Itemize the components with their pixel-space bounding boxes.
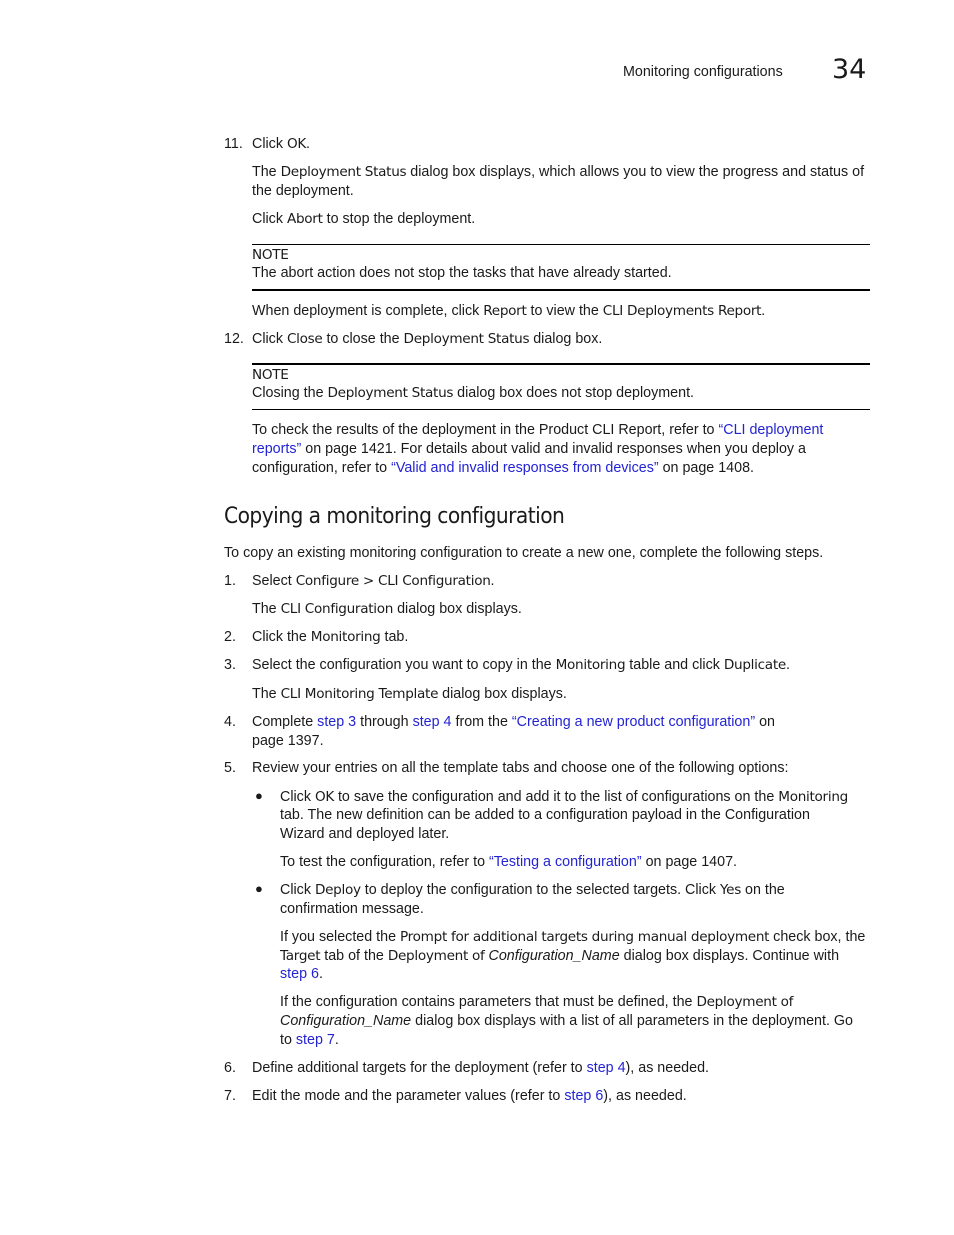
bullet-paragraph-continued: Target tab of the Deployment of Configuration_Name dialog box displays. Continue with — [280, 948, 840, 964]
xref-link[interactable]: “Testing a configuration” — [489, 854, 642, 870]
bullet-paragraph-continued: to step 7. — [280, 1032, 339, 1048]
bullet-paragraph: If you selected the Prompt for additional targets during manual deployment check box, the — [280, 929, 866, 945]
bullet-text-continued: confirmation message. — [280, 901, 424, 917]
xref-link[interactable]: “Valid and invalid responses from devices” — [391, 460, 659, 476]
bullet-text-continued: Wizard and deployed later. — [280, 826, 450, 842]
bullet-icon: ● — [255, 788, 263, 803]
step-number: 11. — [224, 136, 243, 152]
bullet-text-continued: tab. The new definition can be added to a configuration payload in the Configuration — [280, 807, 810, 823]
xref-link[interactable]: “Creating a new product configuration” — [511, 714, 756, 730]
paragraph: The Deployment Status dialog box displays, which allows you to view the progress and status of — [252, 164, 865, 180]
step-text: Select the configuration you want to copy in the Monitoring table and click Duplicate. — [252, 657, 790, 673]
section-heading: Copying a monitoring configuration — [224, 504, 565, 529]
step-number: 12. — [224, 331, 244, 347]
step-number: 5. — [224, 760, 236, 776]
note-title: NOTE — [252, 367, 289, 383]
bullet-paragraph: To test the configuration, refer to “Testing a configuration” on page 1407. — [280, 854, 738, 870]
xref-link[interactable]: step 6 — [280, 966, 319, 982]
paragraph-continued: the deployment. — [252, 183, 354, 199]
step-text: Define additional targets for the deployment (refer to step 4), as needed. — [252, 1060, 709, 1076]
paragraph: To check the results of the deployment in the Product CLI Report, refer to “CLI deployment — [252, 422, 824, 438]
chapter-number: 34 — [832, 54, 867, 85]
note-bottom-rule — [252, 409, 870, 410]
paragraph-continued: configuration, refer to “Valid and invalid responses from devices” on page 1408. — [252, 460, 755, 476]
xref-link[interactable]: step 7 — [295, 1032, 335, 1048]
xref-link[interactable]: step 4 — [586, 1060, 626, 1076]
xref-link[interactable]: step 4 — [412, 714, 452, 730]
step-text-continued: page 1397. — [252, 733, 324, 749]
step-number: 3. — [224, 657, 236, 673]
note-bottom-rule — [252, 289, 870, 291]
step-text: Click OK. — [252, 136, 310, 152]
step-number: 7. — [224, 1088, 236, 1104]
bullet-paragraph: If the configuration contains parameters that must be defined, the Deployment of — [280, 994, 794, 1010]
step-text: Edit the mode and the parameter values (refer to step 6), as needed. — [252, 1088, 687, 1104]
intro-paragraph: To copy an existing monitoring configuration to create a new one, complete the following steps. — [224, 545, 824, 561]
step-result: The CLI Monitoring Template dialog box displays. — [252, 686, 567, 702]
note-top-rule — [252, 363, 870, 365]
bullet-paragraph-continued: Configuration_Name dialog box displays with a list of all parameters in the deployment. Go — [280, 1013, 853, 1029]
step-text: Review your entries on all the template tabs and choose one of the following options: — [252, 760, 789, 776]
note-title: NOTE — [252, 247, 289, 263]
xref-link[interactable]: “CLI deployment — [718, 422, 824, 438]
step-number: 1. — [224, 573, 236, 589]
xref-link[interactable]: reports” — [252, 441, 302, 457]
step-result: The CLI Configuration dialog box displays. — [252, 601, 522, 617]
step-text: Complete step 3 through step 4 from the “Creating a new product configuration” on — [252, 714, 775, 730]
step-number: 2. — [224, 629, 236, 645]
paragraph: When deployment is complete, click Report to view the CLI Deployments Report. — [252, 303, 766, 319]
bullet-paragraph-continued: step 6. — [280, 966, 323, 982]
running-header-section: Monitoring configurations — [623, 64, 783, 80]
paragraph: Click Abort to stop the deployment. — [252, 211, 476, 227]
bullet-icon: ● — [255, 881, 263, 896]
xref-link[interactable]: step 6 — [564, 1088, 604, 1104]
note-text: Closing the Deployment Status dialog box does not stop deployment. — [252, 385, 695, 401]
bullet-text: Click OK to save the configuration and add it to the list of configurations on the Monitoring — [280, 789, 848, 805]
xref-link[interactable]: step 3 — [317, 714, 357, 730]
step-text: Click the Monitoring tab. — [252, 629, 409, 645]
step-text: Click Close to close the Deployment Status dialog box. — [252, 331, 603, 347]
note-text: The abort action does not stop the tasks that have already started. — [252, 265, 672, 281]
bullet-text: Click Deploy to deploy the configuration to the selected targets. Click Yes on the — [280, 882, 785, 898]
step-text: Select Configure > CLI Configuration. — [252, 573, 495, 589]
step-number: 4. — [224, 714, 236, 730]
note-top-rule — [252, 244, 870, 245]
paragraph-continued: reports” on page 1421. For details about valid and invalid responses when you deploy a — [252, 441, 806, 457]
step-number: 6. — [224, 1060, 236, 1076]
